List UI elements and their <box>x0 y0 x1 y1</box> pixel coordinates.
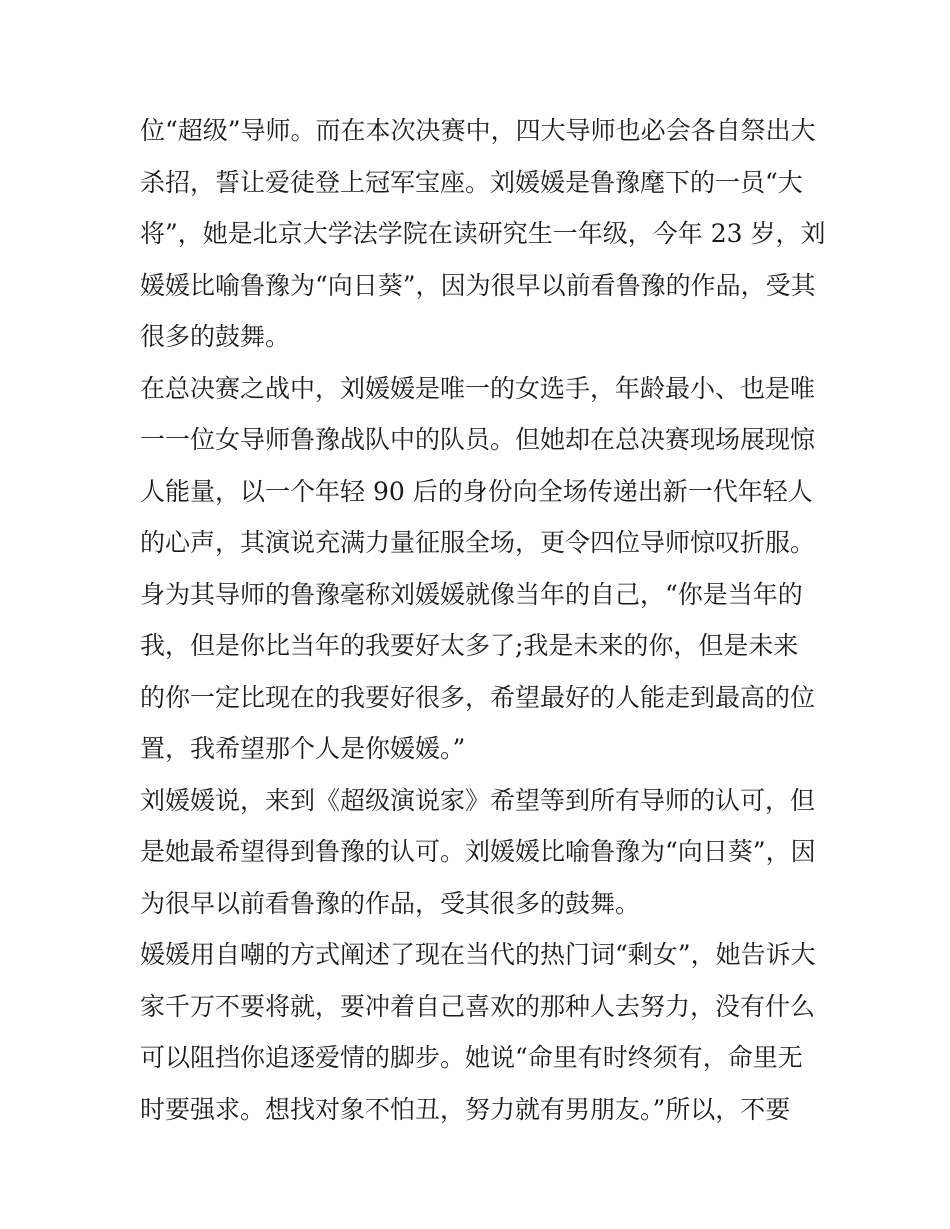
text-line: 时要强求。想找对象不怕丑，努力就有男朋友。”所以，不要 <box>140 1094 791 1124</box>
text-line: 杀招，誓让爱徒登上冠军宝座。刘媛媛是鲁豫麾下的一员“大 <box>140 167 803 197</box>
text-line: 我，但是你比当年的我要好太多了;我是未来的你，但是未来 <box>140 631 799 660</box>
text-line: 将”，她是北京大学法学院在读研究生一年级，今年 23 岁，刘 <box>140 219 826 248</box>
text-line: 置，我希望那个人是你媛媛。” <box>140 734 466 763</box>
text-line: 媛媛比喻鲁豫为“向日葵”，因为很早以前看鲁豫的作品，受其 <box>140 270 816 300</box>
document-body-text <box>140 105 826 1135</box>
text-line: 可以阻挡你追逐爱情的脚步。她说“命里有时终须有，命里无 <box>140 1043 803 1072</box>
text-line: 在总决赛之战中，刘媛媛是唯一的女选手，年龄最小、也是唯 <box>140 373 816 403</box>
text-line: 身为其导师的鲁豫毫称刘媛媛就像当年的自己，“你是当年的 <box>140 579 803 609</box>
text-line: 的心声，其演说充满力量征服全场，更令四位导师惊叹折服。 <box>140 528 816 557</box>
text-line: 一一位女导师鲁豫战队中的队员。但她却在总决赛现场展现惊 <box>140 425 816 454</box>
text-line: 是她最希望得到鲁豫的认可。刘媛媛比喻鲁豫为“向日葵”，因 <box>140 837 816 866</box>
text-line: 位“超级”导师。而在本次决赛中，四大导师也必会各自祭出大 <box>140 116 816 145</box>
text-line: 媛媛用自嘲的方式阐述了现在当代的热门词“剩女”，她告诉大 <box>140 940 816 969</box>
text-line: 家千万不要将就，要冲着自己喜欢的那种人去努力，没有什么 <box>140 991 816 1021</box>
text-line: 人能量，以一个年轻 90 后的身份向全场传递出新一代年轻人 <box>140 476 813 506</box>
text-line: 为很早以前看鲁豫的作品，受其很多的鼓舞。 <box>140 888 641 918</box>
text-line: 很多的鼓舞。 <box>140 322 291 351</box>
text-line: 刘媛媛说，来到《超级演说家》希望等到所有导师的认可，但 <box>140 785 816 815</box>
text-line: 的你一定比现在的我要好很多，希望最好的人能走到最高的位 <box>140 682 816 712</box>
